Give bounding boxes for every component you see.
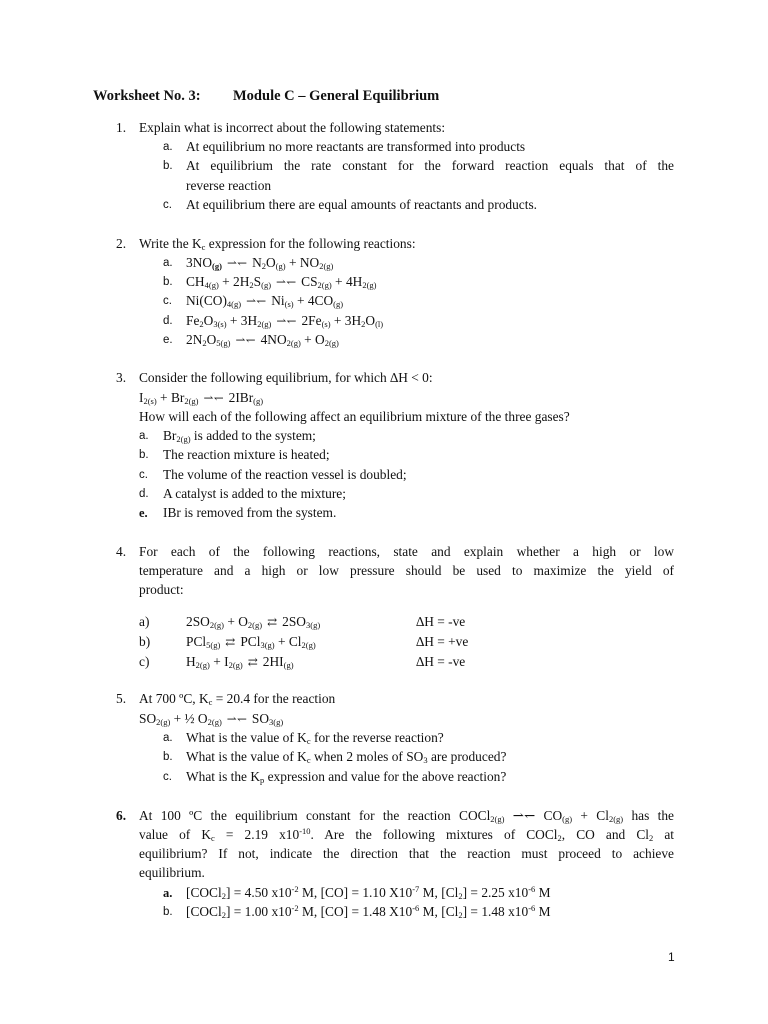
q4-number: 4. [116, 544, 127, 559]
q6b-text: [COCl$_2$] = 1.00 $x10^{-2}$ M, [CO] = 1.48 $X10^{-6}$ M, $[Cl_2] = 1.48$ $x10^{-6}$ M [186, 903, 551, 920]
q4c-enthalpy: ∆H = -ve [416, 654, 466, 669]
q4a-equation: $2SO_{2(g)} + O_{2(g)}$ ⇄ $2SO_{3(g)}$ [186, 614, 321, 630]
q6-line3: equilibrium? If not, indicate the direction that the reaction must proceed to achieve [139, 846, 674, 861]
q5c-letter: c. [163, 771, 172, 783]
equilibrium-arrow-icon: ⇄ [267, 615, 278, 629]
q6-line1: At 100 ºC the equilibrium constant for the reaction COCl$_{2(g)}$ ⇀↽ $CO_{(g)} + Cl_{2(g)}$ has the [139, 808, 674, 824]
q1b-text-cont: reverse reaction [186, 178, 272, 193]
q2c-equation: $Ni(CO)_{4(g)}$ ⇀↽ $Ni_{(s)} + 4CO_{(g)}$ [186, 293, 344, 309]
q6-line4: equilibrium. [139, 865, 205, 880]
q5a-letter: a. [163, 732, 173, 744]
q5c-text: What is the $K_p$ expression and value for the above reaction? [186, 769, 507, 785]
q6-line2: value of $K_c = 2.19$ $x10^{-10}$. Are the following mixtures of COCl$_2$, CO and $Cl_2$ at [139, 826, 674, 843]
worksheet-number: Worksheet No. 3: [93, 88, 201, 104]
q1a-letter: a. [163, 141, 173, 153]
q1-number: 1. [116, 120, 127, 135]
q3a-letter: a. [139, 430, 149, 442]
q1-prompt: Explain what is incorrect about the following statements: [139, 120, 446, 135]
q5a-text: What is the value of $K_c$ for the reverse reaction? [186, 730, 444, 746]
q2a-equation: $3NO_{(g)}$ ⇀↽ $N_2O_{(g)} + NO_{2(g)}$ [186, 255, 334, 271]
q5-prompt-text: At 700 ºC, K [139, 691, 209, 706]
q2a-letter: a. [163, 257, 173, 269]
q3a-text: $Br_{2(g)}$ is added to the system; [163, 428, 316, 444]
q2b-letter: b. [163, 276, 173, 288]
q1c-letter: c. [163, 199, 172, 211]
module-title: Module C – General Equilibrium [233, 88, 440, 104]
q2-prompt-post: expression for the following reactions: [205, 236, 416, 251]
q1c-text: At equilibrium there are equal amounts of reactants and products. [186, 197, 538, 212]
q5-prompt: At 700 ºC, $K_c = 20.4$ for the reaction [139, 691, 336, 707]
q6-number: 6. [116, 808, 127, 823]
q2e-letter: e. [163, 334, 173, 346]
q4b-equation: PCl$_{5(g)}$ ⇄ $PCl_{3(g)} + Cl_{2(g)}$ [186, 634, 316, 650]
equilibrium-arrow-icon: ⇀↽ [276, 275, 297, 289]
equilibrium-arrow-icon: ⇀↽ [226, 712, 247, 726]
q3d-text: A catalyst is added to the mixture; [163, 486, 346, 501]
q4c-equation: $H_{2(g)} + I_{2(g)}$ ⇄ $2HI_{(g)}$ [186, 654, 294, 670]
q5-number: 5. [116, 691, 127, 706]
q4a-letter: a) [139, 614, 150, 629]
q4b-enthalpy: ∆H = +ve [416, 634, 469, 649]
q3-prompt: Consider the following equilibrium, for which ∆H < 0: [139, 370, 433, 385]
q6a-letter: a. [163, 886, 173, 900]
q3a-text-post: is added to the system; [190, 428, 316, 443]
q2-number: 2. [116, 236, 127, 251]
q2e-equation: $2N_2O_{5(g)}$ ⇀↽ $4NO_{2(g)} + O_{2(g)}$ [186, 332, 339, 348]
page-number: 1 [668, 950, 675, 964]
q3-number: 3. [116, 370, 127, 385]
q3d-letter: d. [139, 488, 149, 500]
q2d-equation: $Fe_2O_{3(s)} + 3H_{2(g)}$ ⇀↽ $2Fe_{(s)} + 3H_2O_{(l)}$ [186, 313, 384, 329]
worksheet-title [93, 88, 440, 105]
q3e-text: IBr is removed from the system. [163, 505, 337, 520]
q3b-text: The reaction mixture is heated; [163, 447, 330, 462]
q2b-equation: $CH_{4(g)} + 2H_2S_{(g)}$ ⇀↽ $CS_{2(g)} + 4H_{2(g)}$ [186, 274, 377, 290]
q4-line1: For each of the following reactions, state and explain whether a high or low [139, 544, 674, 559]
q2-prompt [139, 235, 416, 253]
q1b-text: At equilibrium the rate constant for the forward reaction equals that of the [186, 158, 674, 173]
equilibrium-arrow-icon: ⇄ [225, 635, 236, 649]
q4b-letter: b) [139, 634, 151, 649]
q3-equation: $I_{2(s)} + Br_{2(g)}$ ⇀↽ 2IBr$_{(g)}$ [139, 390, 264, 406]
q3c-letter: c. [139, 469, 148, 481]
equilibrium-arrow-icon: ⇀↽ [235, 333, 256, 347]
q3b-letter: b. [139, 449, 149, 461]
q2-prompt-sub: c [201, 242, 206, 252]
q5-prompt-post: = 20.4 for the reaction [212, 691, 336, 706]
q2d-letter: d. [163, 315, 173, 327]
q5-equation: $SO_{2(g)}$ + ½ $O_{2(g)}$ ⇀↽ $SO_{3(g)}$ [139, 711, 284, 727]
q4-line2: temperature and a high or low pressure should be used to maximize the yield of [139, 563, 674, 578]
equilibrium-arrow-icon: ⇀↽ [226, 256, 248, 270]
q3e-letter: e. [139, 506, 148, 520]
equilibrium-arrow-icon: ⇀↽ [203, 391, 224, 405]
equilibrium-arrow-icon: ⇀↽ [246, 294, 267, 308]
q1a-text: At equilibrium no more reactants are transformed into products [186, 139, 526, 154]
q4a-enthalpy: ∆H = -ve [416, 614, 466, 629]
q5b-letter: b. [163, 751, 173, 763]
q1b-letter: b. [163, 160, 173, 172]
equilibrium-arrow-icon: ⇀↽ [276, 314, 297, 328]
q2-prompt-pre: Write the K [139, 236, 202, 251]
q4-line3: product: [139, 582, 184, 597]
equilibrium-arrow-icon: ⇄ [247, 655, 258, 669]
q2c-letter: c. [163, 295, 172, 307]
q6a-text: [COCl$_2$] = 4.50 $x10^{-2}$ M, [CO] = 1.10 $X10^{-7}$ M, $[Cl_2] = 2.25$ $x10^{-6}$ M [186, 884, 551, 901]
q4c-letter: c) [139, 654, 150, 669]
q3c-text: The volume of the reaction vessel is doubled; [163, 467, 407, 482]
q5b-text: What is the value of $K_c$ when 2 moles of $SO_3$ are produced? [186, 749, 507, 765]
q3-question: How will each of the following affect an equilibrium mixture of the three gases? [139, 409, 570, 424]
q6b-letter: b. [163, 906, 173, 918]
